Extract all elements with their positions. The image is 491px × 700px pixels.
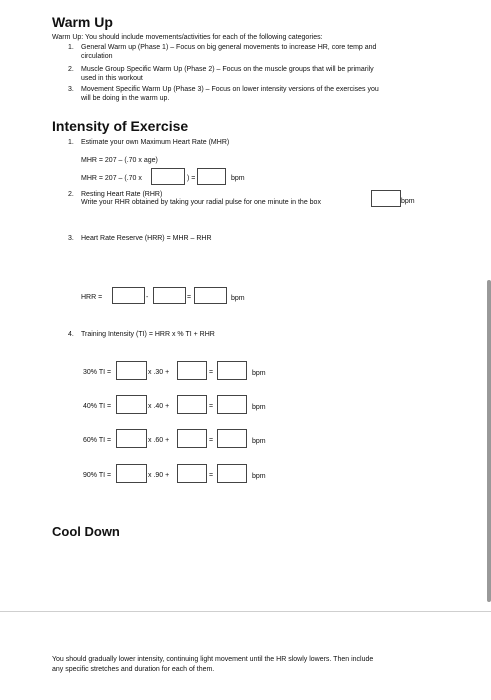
step3-num: 3. <box>68 235 74 242</box>
step1-label: Estimate your own Maximum Heart Rate (MHR) <box>81 139 230 146</box>
ti-60-bpm-unit: bpm <box>252 438 266 445</box>
ti-60-result-box[interactable] <box>217 429 247 448</box>
ti-60-equals: = <box>209 437 214 444</box>
ti-30-rhr-box[interactable] <box>177 361 207 380</box>
warmup-item-1-num: 1. <box>68 44 74 51</box>
cooldown-text-cont: any specific stretches and duration for each of them. <box>52 666 215 673</box>
ti-30-hrr-box[interactable] <box>116 361 147 380</box>
ti-60-multiplier: x .60 + <box>148 437 170 444</box>
ti-40-equals: = <box>209 403 214 410</box>
hrr-bpm-unit: bpm <box>231 295 245 302</box>
ti-30-bpm-unit: bpm <box>252 370 266 377</box>
ti-60-rhr-box[interactable] <box>177 429 207 448</box>
rhr-bpm-unit: bpm <box>401 198 415 205</box>
warmup-item-2-text-cont: used in this workout <box>81 75 143 82</box>
mhr-bpm-unit: bpm <box>231 175 245 182</box>
ti-40-result-box[interactable] <box>217 395 247 414</box>
ti-90-label: 90% TI = <box>83 472 112 479</box>
hrr-label: HRR = <box>81 294 103 301</box>
step4-label: Training Intensity (TI) = HRR x % TI + RHR <box>81 331 215 338</box>
scrollbar[interactable] <box>487 280 491 602</box>
ti-30-result-box[interactable] <box>217 361 247 380</box>
ti-90-bpm-unit: bpm <box>252 473 266 480</box>
ti-30-label: 30% TI = <box>83 369 112 376</box>
ti-40-rhr-box[interactable] <box>177 395 207 414</box>
step1-num: 1. <box>68 139 74 146</box>
ti-90-equals: = <box>209 472 214 479</box>
hrr-minus-sign: - <box>146 294 149 301</box>
mhr-formula: MHR = 207 – (.70 x age) <box>81 157 158 164</box>
hrr-equals-sign: = <box>187 294 192 301</box>
step2-num: 2. <box>68 191 74 198</box>
warmup-title: Warm Up <box>52 14 113 30</box>
ti-40-multiplier: x .40 + <box>148 403 170 410</box>
rhr-input-box[interactable] <box>371 190 401 207</box>
warmup-item-1-text-cont: circulation <box>81 53 113 60</box>
hrr-mhr-box[interactable] <box>112 287 145 304</box>
mhr-result-box[interactable] <box>197 168 226 185</box>
ti-90-rhr-box[interactable] <box>177 464 207 483</box>
rhr-instruction: Write your RHR obtained by taking your radial pulse for one minute in the box <box>81 199 321 206</box>
step2-label: Resting Heart Rate (RHR) <box>81 191 163 198</box>
ti-60-label: 60% TI = <box>83 437 112 444</box>
mhr-calc-close: ) = <box>187 175 196 182</box>
cooldown-text: You should gradually lower intensity, continuing light movement until the HR slowly lowers. Then include <box>52 656 374 663</box>
hrr-rhr-box[interactable] <box>153 287 186 304</box>
warmup-item-2-text: Muscle Group Specific Warm Up (Phase 2) – Focus on the muscle groups that will be primarily <box>81 66 374 73</box>
cooldown-title: Cool Down <box>52 524 120 539</box>
ti-30-multiplier: x .30 + <box>148 369 170 376</box>
warmup-intro: Warm Up: You should include movements/activities for each of the following categories: <box>52 34 323 41</box>
warmup-item-3-text: Movement Specific Warm Up (Phase 3) – Focus on lower intensity versions of the exercises you <box>81 86 379 93</box>
ti-90-result-box[interactable] <box>217 464 247 483</box>
warmup-item-3-text-cont: will be doing in the warm up. <box>81 95 170 102</box>
page-divider <box>0 611 491 612</box>
mhr-calc-prefix: MHR = 207 – (.70 x <box>81 175 142 182</box>
intensity-title: Intensity of Exercise <box>52 118 189 134</box>
hrr-result-box[interactable] <box>194 287 227 304</box>
warmup-item-2-num: 2. <box>68 66 74 73</box>
ti-40-label: 40% TI = <box>83 403 112 410</box>
ti-90-multiplier: x .90 + <box>148 472 170 479</box>
warmup-item-3-num: 3. <box>68 86 74 93</box>
ti-60-hrr-box[interactable] <box>116 429 147 448</box>
ti-40-hrr-box[interactable] <box>116 395 147 414</box>
step3-label: Heart Rate Reserve (HRR) = MHR – RHR <box>81 235 212 242</box>
ti-90-hrr-box[interactable] <box>116 464 147 483</box>
warmup-item-1-text: General Warm up (Phase 1) – Focus on big general movements to increase HR, core temp and <box>81 44 377 51</box>
ti-40-bpm-unit: bpm <box>252 404 266 411</box>
ti-30-equals: = <box>209 369 214 376</box>
step4-num: 4. <box>68 331 74 338</box>
age-input-box[interactable] <box>151 168 185 185</box>
